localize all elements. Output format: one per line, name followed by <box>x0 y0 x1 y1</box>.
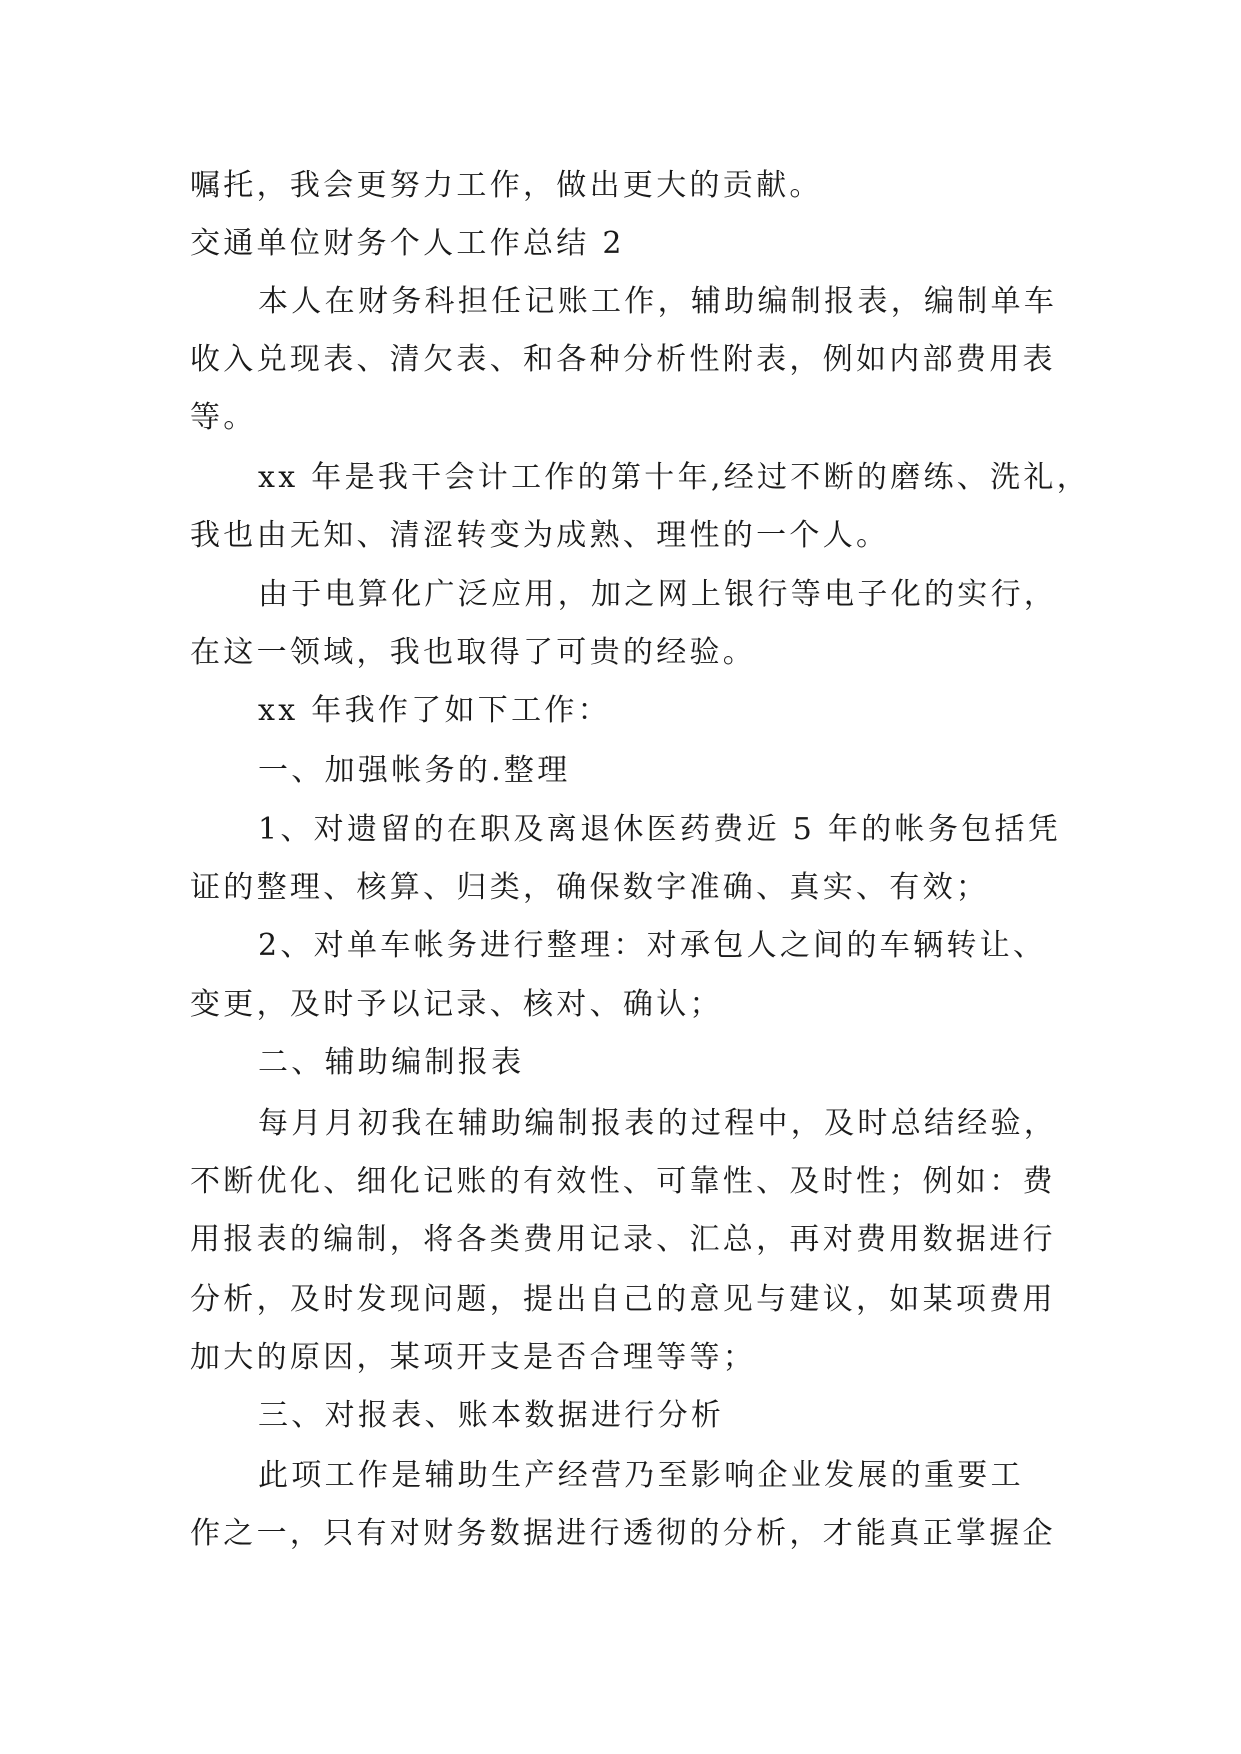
heading-line: 一、加强帐务的.整理 <box>258 753 571 788</box>
paragraph-line: 证的整理、核算、归类，确保数字准确、真实、有效； <box>190 870 990 905</box>
paragraph-line: 用报表的编制，将各类费用记录、汇总，再对费用数据进行 <box>190 1222 1056 1257</box>
paragraph-line: xx 年我作了如下工作： <box>258 693 611 728</box>
paragraph-line: 2、对单车帐务进行整理：对承包人之间的车辆转让、 <box>258 928 1047 963</box>
paragraph-line: 在这一领域，我也取得了可贵的经验。 <box>190 635 757 670</box>
paragraph-line: 1、对遗留的在职及离退休医药费近 5 年的帐务包括凭 <box>258 812 1062 847</box>
paragraph-line: 此项工作是辅助生产经营乃至影响企业发展的重要工 <box>258 1458 1024 1493</box>
paragraph-line: 分析，及时发现问题，提出自己的意见与建议，如某项费用 <box>190 1282 1056 1317</box>
paragraph-line: xx 年是我干会计工作的第十年,经过不断的磨练、洗礼， <box>258 460 1091 495</box>
paragraph-line: 等。 <box>190 400 257 435</box>
paragraph-line: 变更，及时予以记录、核对、确认； <box>190 987 723 1022</box>
heading-line: 三、对报表、账本数据进行分析 <box>258 1398 725 1433</box>
paragraph-line: 收入兑现表、清欠表、和各种分析性附表，例如内部费用表 <box>190 342 1056 377</box>
heading-line: 二、辅助编制报表 <box>258 1045 525 1080</box>
text-line: 嘱托，我会更努力工作，做出更大的贡献。 <box>190 168 823 203</box>
paragraph-line: 每月月初我在辅助编制报表的过程中，及时总结经验， <box>258 1106 1058 1141</box>
paragraph-line: 加大的原因，某项开支是否合理等等； <box>190 1340 757 1375</box>
paragraph-line: 由于电算化广泛应用，加之网上银行等电子化的实行， <box>258 577 1058 612</box>
paragraph-line: 本人在财务科担任记账工作，辅助编制报表，编制单车 <box>258 284 1058 319</box>
section-title: 交通单位财务个人工作总结 2 <box>190 226 625 261</box>
paragraph-line: 作之一，只有对财务数据进行透彻的分析，才能真正掌握企 <box>190 1516 1056 1551</box>
paragraph-line: 不断优化、细化记账的有效性、可靠性、及时性；例如：费 <box>190 1164 1056 1199</box>
paragraph-line: 我也由无知、清涩转变为成熟、理性的一个人。 <box>190 518 890 553</box>
